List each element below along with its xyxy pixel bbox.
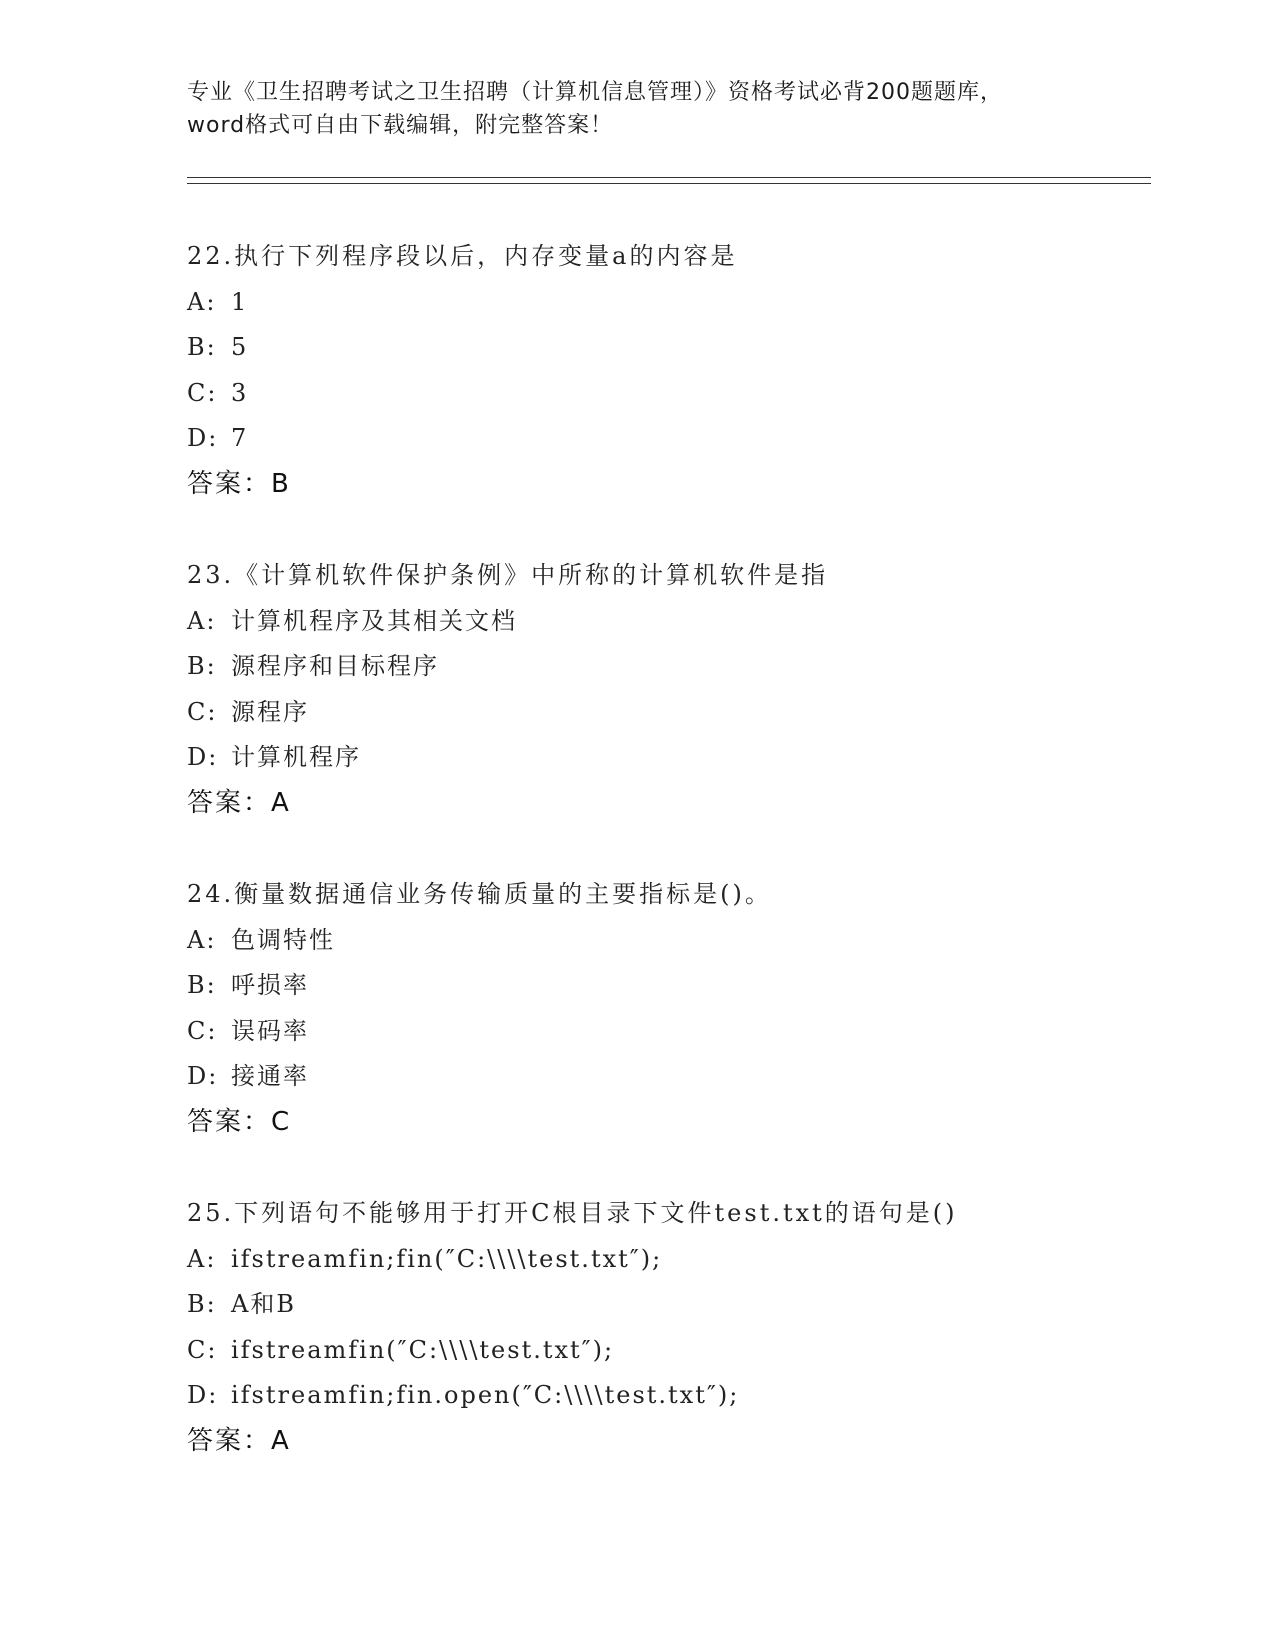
option-c [187, 1009, 1147, 1055]
option-text: ifstreamfin(″C:\\\\test.txt″); [231, 1335, 615, 1364]
option-text: A和B [231, 1290, 296, 1318]
header-divider-top [187, 177, 1151, 178]
question-stem: 25.下列语句不能够用于打开C根目录下文件test.txt的语句是() [187, 1199, 958, 1227]
option-text: 3 [231, 378, 249, 407]
option-a [187, 599, 1147, 645]
option-d [187, 735, 1147, 781]
option-b [187, 644, 1147, 690]
answer-line: 答案：B [187, 468, 291, 499]
option-b [187, 325, 1147, 371]
option-letter: B: [187, 971, 217, 999]
option-text: 1 [231, 287, 249, 316]
question-stem: 23.《计算机软件保护条例》中所称的计算机软件是指 [187, 561, 829, 589]
answer-line: 答案：C [187, 1106, 292, 1137]
option-a [187, 1237, 1147, 1283]
option-text: ifstreamfin;fin(″C:\\\\test.txt″); [231, 1244, 663, 1273]
option-text: 7 [231, 424, 249, 452]
option-letter: A: [187, 287, 217, 316]
option-c [187, 371, 1147, 417]
option-c [187, 690, 1147, 736]
option-letter: A: [187, 606, 217, 635]
option-letter: A: [187, 1244, 217, 1273]
answer-line: 答案：A [187, 1425, 291, 1456]
option-text: 计算机程序及其相关文档 [231, 606, 517, 635]
header-line-2: word格式可自由下载编辑，附完整答案！ [187, 113, 614, 138]
option-text: 呼损率 [231, 971, 309, 999]
option-text: 误码率 [231, 1016, 309, 1045]
option-a [187, 280, 1147, 326]
question-23 [187, 553, 1147, 826]
option-d [187, 416, 1147, 462]
question-22 [187, 234, 1147, 507]
option-d [187, 1373, 1147, 1419]
option-letter: C: [187, 1016, 218, 1045]
option-letter: C: [187, 697, 218, 726]
document-header [187, 76, 1087, 142]
option-c [187, 1328, 1147, 1374]
option-letter: D: [187, 743, 219, 771]
option-letter: C: [187, 378, 218, 407]
option-text: 计算机程序 [231, 743, 361, 771]
option-letter: D: [187, 1062, 219, 1090]
header-divider-bottom [187, 183, 1151, 184]
option-a [187, 918, 1147, 964]
option-b [187, 1282, 1147, 1328]
option-text: 源程序 [231, 697, 309, 726]
option-text: 源程序和目标程序 [231, 652, 439, 680]
question-stem: 24.衡量数据通信业务传输质量的主要指标是()。 [187, 880, 772, 908]
question-25 [187, 1191, 1147, 1464]
option-d [187, 1054, 1147, 1100]
option-text: 色调特性 [231, 925, 335, 954]
option-b [187, 963, 1147, 1009]
option-letter: B: [187, 333, 217, 361]
option-letter: B: [187, 652, 217, 680]
option-letter: D: [187, 1381, 219, 1409]
option-letter: B: [187, 1290, 217, 1318]
option-text: 5 [231, 333, 249, 361]
option-text: ifstreamfin;fin.open(″C:\\\\test.txt″); [231, 1381, 740, 1409]
option-letter: C: [187, 1335, 218, 1364]
question-stem: 22.执行下列程序段以后，内存变量a的内容是 [187, 242, 738, 270]
option-text: 接通率 [231, 1062, 309, 1090]
question-24 [187, 872, 1147, 1145]
option-letter: D: [187, 424, 219, 452]
answer-line: 答案：A [187, 787, 291, 818]
option-letter: A: [187, 925, 217, 954]
header-line-1: 专业《卫生招聘考试之卫生招聘（计算机信息管理）》资格考试必背200题题库， [187, 80, 1003, 105]
